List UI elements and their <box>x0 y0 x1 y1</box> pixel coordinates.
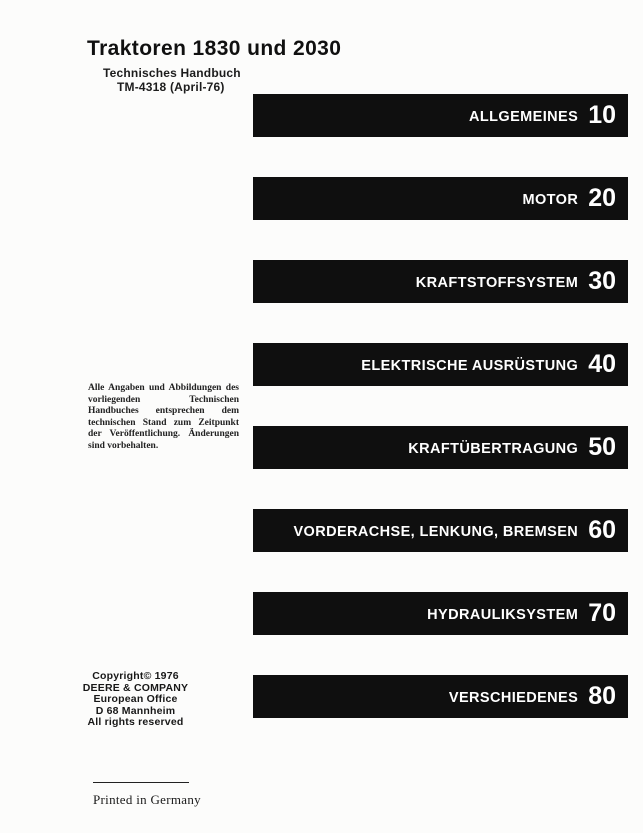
section-label: KRAFTÜBERTRAGUNG <box>408 440 579 457</box>
section-number: 70 <box>588 599 616 627</box>
section-number: 10 <box>588 101 616 129</box>
printed-in-germany-label: Printed in Germany <box>93 792 201 807</box>
section-label: VORDERACHSE, LENKUNG, BREMSEN <box>293 523 579 540</box>
section-bar-motor <box>253 177 628 220</box>
section-label: VERSCHIEDENES <box>448 689 579 706</box>
section-number: 30 <box>588 267 616 295</box>
page-title: Traktoren 1830 und 2030 <box>87 37 342 60</box>
copyright-line: All rights reserved <box>87 716 184 728</box>
section-bar-kraftuebertragung <box>253 426 628 469</box>
section-bar-hydrauliksystem <box>253 592 628 635</box>
section-label: KRAFTSTOFFSYSTEM <box>415 274 579 291</box>
copyright-line: D 68 Mannheim <box>95 704 176 717</box>
section-label: HYDRAULIKSYSTEM <box>427 606 579 623</box>
copyright-line: Copyright© 1976 <box>92 670 179 682</box>
section-number: 80 <box>588 682 616 710</box>
copyright-block <box>68 671 203 729</box>
section-bar-allgemeines <box>253 94 628 137</box>
section-number: 20 <box>588 184 616 212</box>
section-number: 50 <box>588 433 616 461</box>
footer-divider <box>93 782 189 783</box>
section-number: 40 <box>588 350 616 378</box>
section-bar-kraftstoffsystem <box>253 260 628 303</box>
manual-number-label: TM-4318 (April-76) <box>117 80 225 94</box>
section-number: 60 <box>588 516 616 544</box>
section-bar-verschiedenes <box>253 675 628 718</box>
copyright-line: European Office <box>93 693 178 705</box>
section-bar-elektrische-ausruestung <box>253 343 628 386</box>
disclaimer-note: Alle Angaben und Abbildungen des vorliegenden Technischen Handbuches entsprechen dem technischen Stand zum Zeitpunkt der Veröffentlichung. Änderungen sind vorbehalten. <box>88 383 239 451</box>
copyright-line: DEERE & COMPANY <box>82 681 189 694</box>
section-label: MOTOR <box>522 191 579 208</box>
section-label: ELEKTRISCHE AUSRÜSTUNG <box>361 357 579 374</box>
section-bar-vorderachse-lenkung-bremsen <box>253 509 628 552</box>
section-label: ALLGEMEINES <box>469 108 579 125</box>
manual-type-label: Technisches Handbuch <box>103 66 241 80</box>
